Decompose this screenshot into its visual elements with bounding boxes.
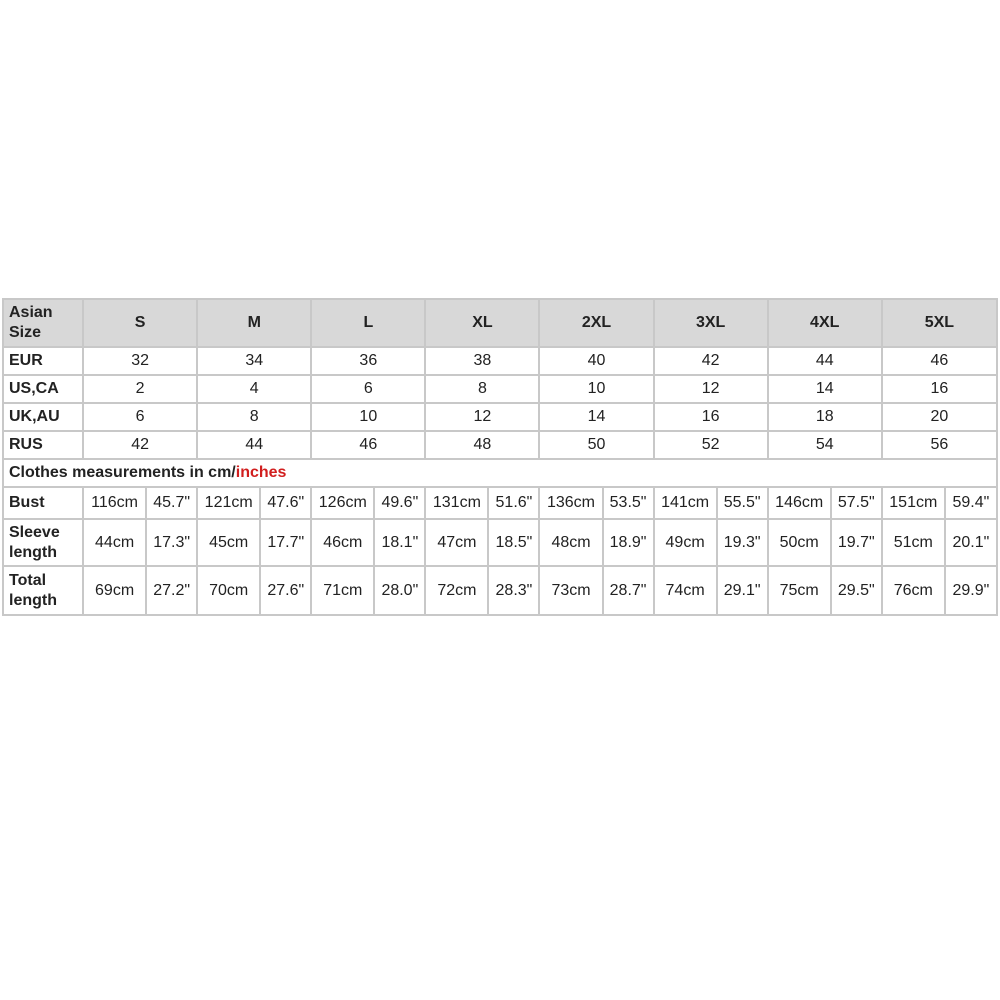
inch-cell: 27.2": [146, 566, 197, 615]
conversion-cell: 8: [425, 375, 539, 403]
cm-cell: 146cm: [768, 487, 831, 519]
conversion-cell: 10: [311, 403, 425, 431]
conversion-cell: 42: [654, 347, 768, 375]
conversion-cell: 6: [311, 375, 425, 403]
conversion-cell: 18: [768, 403, 882, 431]
note-prefix: Clothes measurements in cm/: [9, 464, 236, 481]
measurement-label: Sleeve length: [3, 519, 83, 566]
inch-cell: 55.5": [717, 487, 768, 519]
conversion-cell: 20: [882, 403, 997, 431]
measurement-row: [3, 566, 997, 615]
cm-cell: 48cm: [539, 519, 602, 566]
size-header-cell: L: [311, 299, 425, 347]
conversion-cell: 56: [882, 431, 997, 459]
cm-cell: 136cm: [539, 487, 602, 519]
inch-cell: 28.7": [603, 566, 654, 615]
size-header-cell: M: [197, 299, 311, 347]
measurement-label: Bust: [3, 487, 83, 519]
inch-cell: 29.1": [717, 566, 768, 615]
conversion-cell: 46: [311, 431, 425, 459]
conversion-cell: 48: [425, 431, 539, 459]
cm-cell: 116cm: [83, 487, 146, 519]
size-chart-table: [2, 298, 998, 616]
size-header-cell: 2XL: [539, 299, 653, 347]
inch-cell: 51.6": [488, 487, 539, 519]
size-header-cell: 5XL: [882, 299, 997, 347]
conversion-cell: 2: [83, 375, 197, 403]
cm-cell: 76cm: [882, 566, 945, 615]
cm-cell: 75cm: [768, 566, 831, 615]
conversion-cell: 38: [425, 347, 539, 375]
conversion-cell: 14: [768, 375, 882, 403]
note-highlight: inches: [235, 464, 287, 481]
cm-cell: 141cm: [654, 487, 717, 519]
inch-cell: 29.5": [831, 566, 882, 615]
asian-size-header: Asian Size: [3, 299, 83, 347]
conversion-cell: 4: [197, 375, 311, 403]
conversion-cell: 16: [882, 375, 997, 403]
row-label: EUR: [3, 347, 83, 375]
measurement-row: [3, 487, 997, 519]
cm-cell: 50cm: [768, 519, 831, 566]
inch-cell: 59.4": [945, 487, 997, 519]
cm-cell: 45cm: [197, 519, 260, 566]
conversion-cell: 14: [539, 403, 653, 431]
inch-cell: 27.6": [260, 566, 311, 615]
inch-cell: 19.3": [717, 519, 768, 566]
conversion-cell: 34: [197, 347, 311, 375]
cm-cell: 71cm: [311, 566, 374, 615]
conversion-cell: 44: [197, 431, 311, 459]
cm-cell: 44cm: [83, 519, 146, 566]
cm-cell: 151cm: [882, 487, 945, 519]
conversion-cell: 40: [539, 347, 653, 375]
inch-cell: 18.9": [603, 519, 654, 566]
inch-cell: 20.1": [945, 519, 997, 566]
conversion-row: [3, 403, 997, 431]
conversion-cell: 46: [882, 347, 997, 375]
conversion-cell: 50: [539, 431, 653, 459]
inch-cell: 19.7": [831, 519, 882, 566]
conversion-row: [3, 347, 997, 375]
inch-cell: 47.6": [260, 487, 311, 519]
measurements-note-row: [3, 459, 997, 487]
inch-cell: 28.3": [488, 566, 539, 615]
cm-cell: 69cm: [83, 566, 146, 615]
size-header-cell: 3XL: [654, 299, 768, 347]
cm-cell: 74cm: [654, 566, 717, 615]
inch-cell: 49.6": [374, 487, 425, 519]
cm-cell: 73cm: [539, 566, 602, 615]
cm-cell: 49cm: [654, 519, 717, 566]
conversion-cell: 42: [83, 431, 197, 459]
row-label: US,CA: [3, 375, 83, 403]
inch-cell: 45.7": [146, 487, 197, 519]
conversion-cell: 32: [83, 347, 197, 375]
inch-cell: 17.3": [146, 519, 197, 566]
header-row: [3, 299, 997, 347]
inch-cell: 28.0": [374, 566, 425, 615]
inch-cell: 57.5": [831, 487, 882, 519]
size-header-cell: 4XL: [768, 299, 882, 347]
conversion-cell: 12: [654, 375, 768, 403]
conversion-row: [3, 431, 997, 459]
measurement-row: [3, 519, 997, 566]
cm-cell: 46cm: [311, 519, 374, 566]
inch-cell: 17.7": [260, 519, 311, 566]
inch-cell: 29.9": [945, 566, 997, 615]
cm-cell: 126cm: [311, 487, 374, 519]
row-label: RUS: [3, 431, 83, 459]
measurements-note: [3, 459, 997, 487]
conversion-cell: 36: [311, 347, 425, 375]
conversion-cell: 12: [425, 403, 539, 431]
conversion-cell: 16: [654, 403, 768, 431]
cm-cell: 121cm: [197, 487, 260, 519]
cm-cell: 51cm: [882, 519, 945, 566]
inch-cell: 18.1": [374, 519, 425, 566]
inch-cell: 18.5": [488, 519, 539, 566]
size-header-cell: S: [83, 299, 197, 347]
conversion-cell: 44: [768, 347, 882, 375]
row-label: UK,AU: [3, 403, 83, 431]
conversion-cell: 54: [768, 431, 882, 459]
conversion-cell: 10: [539, 375, 653, 403]
measurement-label: Total length: [3, 566, 83, 615]
cm-cell: 131cm: [425, 487, 488, 519]
cm-cell: 70cm: [197, 566, 260, 615]
size-header-cell: XL: [425, 299, 539, 347]
conversion-cell: 52: [654, 431, 768, 459]
cm-cell: 47cm: [425, 519, 488, 566]
conversion-cell: 8: [197, 403, 311, 431]
inch-cell: 53.5": [603, 487, 654, 519]
conversion-row: [3, 375, 997, 403]
cm-cell: 72cm: [425, 566, 488, 615]
conversion-cell: 6: [83, 403, 197, 431]
